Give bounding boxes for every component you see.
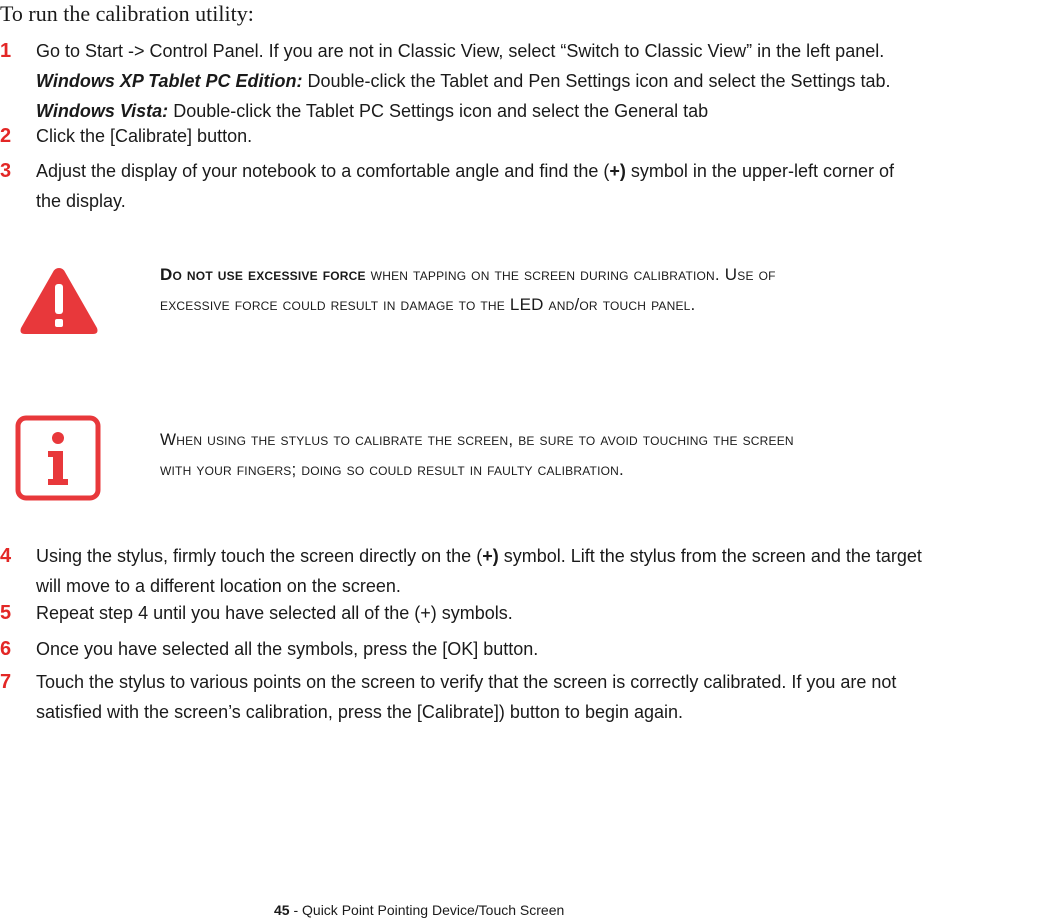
step-text: symbol in the upper-left corner of [625, 161, 895, 181]
info-text: with your fingers; doing so could result in faulty calibration. [160, 460, 624, 479]
step-2 [0, 121, 1040, 151]
step-text: Double-click the Tablet and Pen Settings icon and select the Settings tab. [302, 71, 891, 91]
page-number: 45 [274, 902, 290, 918]
step-number: 1 [0, 40, 12, 62]
vista-label: Windows Vista: [36, 101, 169, 121]
step-7 [0, 667, 1040, 727]
step-text: Double-click the Tablet PC Settings icon and select the General tab [168, 101, 709, 121]
step-number: 5 [0, 602, 12, 624]
plus-symbol: +) [609, 161, 626, 181]
warning-triangle-icon [17, 264, 101, 338]
step-3 [0, 156, 1040, 216]
step-4 [0, 541, 1040, 601]
warning-emphasis: Do not use excessive force [160, 265, 366, 284]
step-text: Click the [Calibrate] button. [36, 126, 253, 146]
step-text: Touch the stylus to various points on the screen to verify that the screen is correctly calibrated. If you are not [36, 672, 897, 692]
warning-text: excessive force could result in damage to the LED and/or touch panel. [160, 295, 696, 314]
page-footer [274, 900, 564, 920]
step-text: Using the stylus, firmly touch the screen directly on the ( [36, 546, 483, 566]
step-5 [0, 598, 1040, 628]
step-number: 7 [0, 671, 12, 693]
step-text: symbol. Lift the stylus from the screen and the target [498, 546, 922, 566]
step-text: Go to Start -> Control Panel. If you are not in Classic View, select “Switch to Classic View” in the left panel. [36, 41, 885, 61]
warning-text: when tapping on the screen during calibration. Use of [365, 265, 776, 284]
plus-symbol: +) [482, 546, 499, 566]
footer-title: - Quick Point Pointing Device/Touch Screen [289, 902, 565, 918]
step-number: 4 [0, 545, 12, 567]
step-text: satisfied with the screen’s calibration, press the [Calibrate]) button to begin again. [36, 702, 684, 722]
xp-edition-label: Windows XP Tablet PC Edition: [36, 71, 303, 91]
info-text: When using the stylus to calibrate the screen, be sure to avoid touching the screen [160, 430, 794, 449]
step-text: Once you have selected all the symbols, press the [OK] button. [36, 639, 539, 659]
step-text: Repeat step 4 until you have selected all of the (+) symbols. [36, 603, 513, 623]
step-number: 6 [0, 638, 12, 660]
step-1 [0, 36, 1040, 126]
step-text: the display. [36, 191, 126, 211]
step-text: will move to a different location on the screen. [36, 576, 401, 596]
step-number: 2 [0, 125, 12, 147]
step-6 [0, 634, 1040, 664]
step-number: 3 [0, 160, 12, 182]
info-icon [15, 415, 101, 501]
step-text: Adjust the display of your notebook to a comfortable angle and find the ( [36, 161, 610, 181]
intro-heading: To run the calibration utility: [0, 1, 254, 26]
